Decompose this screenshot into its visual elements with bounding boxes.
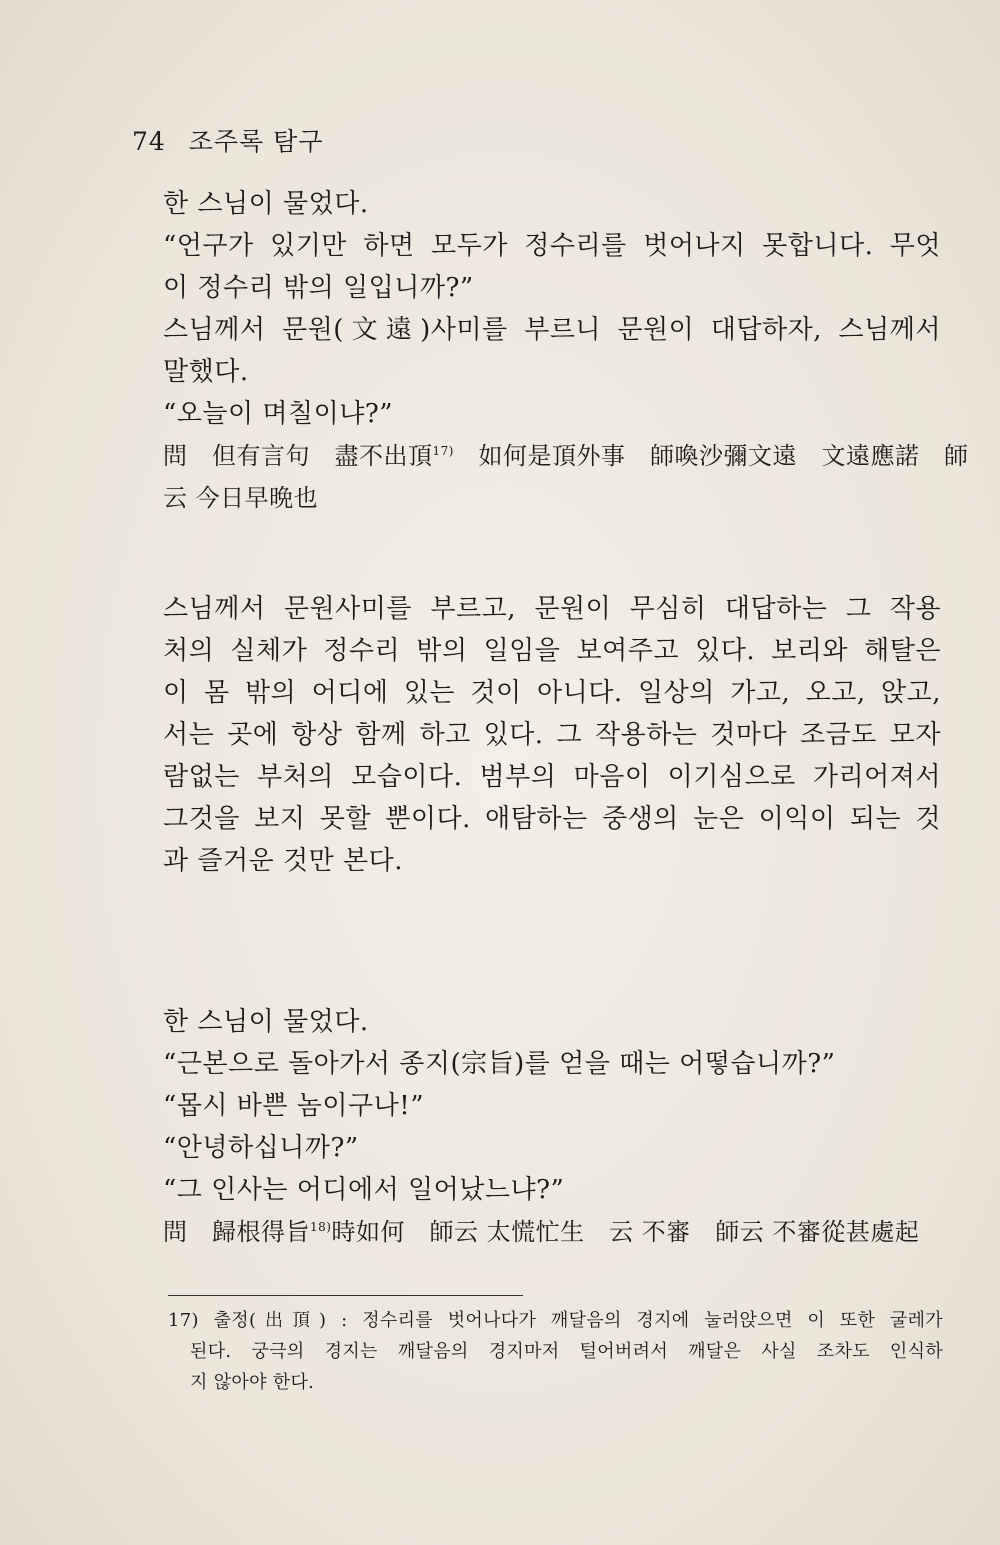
text-line: 스님께서 문원사미를 부르고, 문원이 무심히 대답하는 그 작용 [163, 594, 941, 624]
hanja-original-text: 問 但有言句 盡不出頂$^{17)}$ 如何是頂外事 師喚沙彌文遠 文遠應諾 師 [163, 442, 969, 470]
footnote-line: 지 않아야 한다. [190, 1372, 315, 1393]
text-line: 이 몸 밖의 어디에 있는 것이 아니다. 일상의 가고, 오고, 앉고, [163, 678, 941, 708]
page-header [132, 122, 323, 158]
text-line: 한 스님이 물었다. [163, 189, 369, 219]
commentary-section [163, 588, 943, 882]
footnote-ref: 18) [310, 1220, 332, 1234]
hanja-original-text: 問 歸根得旨$^{18)}$時如何 師云 太慌忙生 云 不審 師云 不審從甚處起 [163, 1218, 920, 1246]
dialogue-section-1 [163, 183, 969, 519]
text-line: 서는 곳에 항상 함께 하고 있다. 그 작용하는 것마다 조금도 모자 [163, 720, 941, 750]
running-title: 조주록 탐구 [188, 127, 324, 156]
text-line: “안녕하십니까?” [163, 1133, 359, 1163]
text-line: 그것을 보지 못할 뿐이다. 애탐하는 중생의 눈은 이익이 되는 것 [163, 804, 941, 834]
footnote-line: 17) 출정(出頂) : 정수리를 벗어나다가 깨달음의 경지에 눌러앉으면 이 또한 굴레가 [168, 1310, 943, 1331]
footnote [168, 1305, 943, 1398]
text-line: “오늘이 며칠이냐?” [163, 399, 394, 429]
text-line: “근본으로 돌아가서 종지(宗旨)를 얻을 때는 어떻습니까?” [163, 1049, 836, 1079]
text-line: 말했다. [163, 357, 249, 387]
text-line: “몹시 바쁜 놈이구나!” [163, 1091, 424, 1121]
footnote-line: 된다. 궁극의 경지는 깨달음의 경지마저 털어버려서 깨달은 사실 조차도 인식하 [190, 1341, 943, 1362]
text-line: “언구가 있기만 하면 모두가 정수리를 벗어나지 못합니다. 무엇 [163, 231, 941, 261]
text-line: 이 정수리 밖의 일입니까?” [163, 273, 474, 303]
text-line: 과 즐거운 것만 본다. [163, 846, 403, 876]
text-line: 처의 실체가 정수리 밖의 일임을 보여주고 있다. 보리와 해탈은 [163, 636, 941, 666]
text-line: 람없는 부처의 모습이다. 범부의 마음이 이기심으로 가리어져서 [163, 762, 941, 792]
footnote-divider [168, 1295, 523, 1296]
text-line: 스님께서 문원(文遠)사미를 부르니 문원이 대답하자, 스님께서 [163, 315, 941, 345]
hanja-original-text: 云 今日早晩也 [163, 484, 319, 512]
text-line: 한 스님이 물었다. [163, 1007, 369, 1037]
page-number: 74 [132, 127, 166, 156]
dialogue-section-2 [163, 1001, 943, 1253]
footnote-ref: 17) [432, 444, 454, 458]
text-line: “그 인사는 어디에서 일어났느냐?” [163, 1175, 565, 1205]
